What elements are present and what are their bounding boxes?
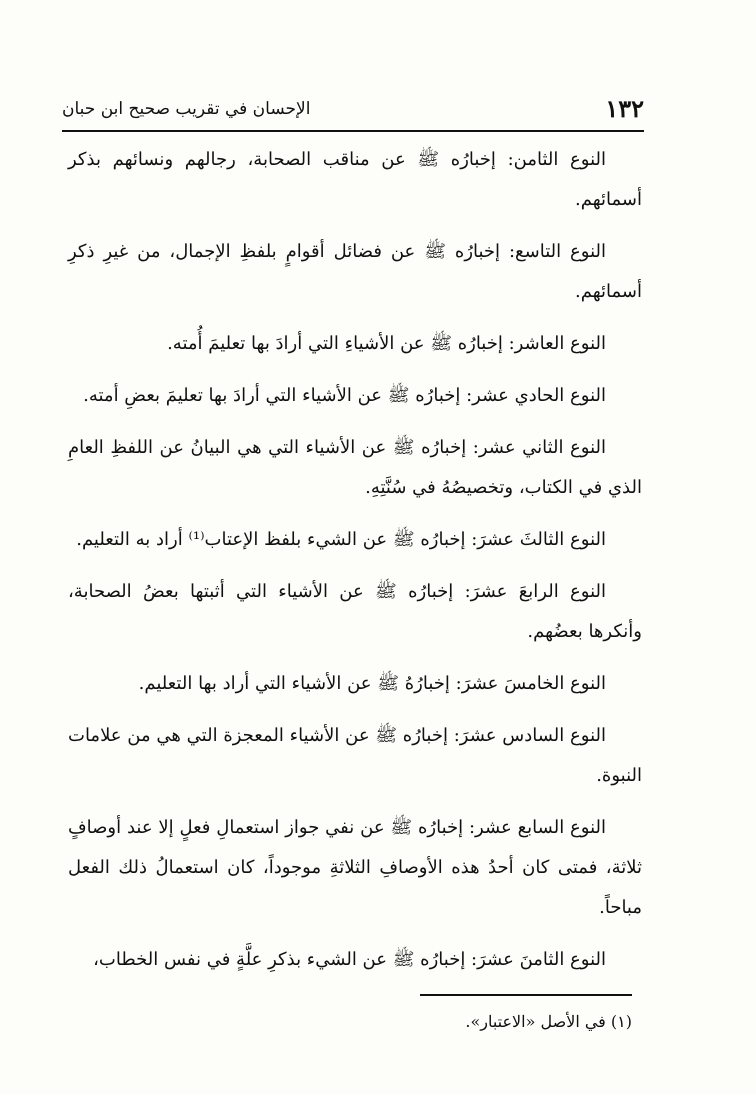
paragraph-type-17: النوع السابع عشر: إخبارُه ﷺ عن نفي جواز استعمالِ فعلٍ إلا عند أوصافٍ ثلاثة، فمتى كان أحدُ هذه الأوصافِ الثلاثةِ موجوداً، كان استعمالُ ذلك الفعل مباحاً. bbox=[68, 817, 642, 918]
paragraph-type-11: النوع الحادي عشر: إخبارُه ﷺ عن الأشياء التي أرادَ بها تعليمَ بعضِ أمته. bbox=[83, 385, 606, 406]
page-number: ١٣٢ bbox=[605, 94, 644, 123]
footnote-divider bbox=[420, 994, 632, 996]
footnote: (١) في الأصل «الاعتبار». bbox=[465, 1012, 632, 1031]
paragraph-type-15: النوع الخامسَ عشرَ: إخبارُهُ ﷺ عن الأشياء التي أراد بها التعليم. bbox=[138, 673, 606, 694]
page-body bbox=[68, 140, 642, 992]
paragraph-type-13: النوع الثالثَ عشرَ: إخبارُه ﷺ عن الشيء بلفظ الإعتاب⁽¹⁾ أراد به التعليم. bbox=[76, 529, 606, 550]
running-title: الإحسان في تقريب صحيح ابن حبان bbox=[62, 99, 311, 119]
paragraph-type-8: النوع الثامن: إخبارُه ﷺ عن مناقب الصحابة، رجالهم ونسائهم بذكر أسمائهم. bbox=[68, 149, 642, 210]
paragraph-type-9: النوع التاسع: إخبارُه ﷺ عن فضائل أقوامٍ بلفظِ الإجمال، من غيرِ ذكرِ أسمائهم. bbox=[68, 241, 642, 302]
paragraph-type-16: النوع السادس عشرَ: إخبارُه ﷺ عن الأشياء المعجزة التي هي من علامات النبوة. bbox=[68, 725, 642, 786]
paragraph-type-12: النوع الثاني عشر: إخبارُه ﷺ عن الأشياء التي هي البيانُ عن اللفظِ العامِ الذي في الكتاب، وتخصيصُهُ في سُنَّتِهِ. bbox=[68, 437, 642, 498]
page-header bbox=[62, 92, 644, 132]
paragraph-type-18: النوع الثامنَ عشرَ: إخبارُه ﷺ عن الشيء بذكرِ علَّةٍ في نفس الخطاب، bbox=[93, 949, 606, 970]
paragraph-type-10: النوع العاشر: إخبارُه ﷺ عن الأشياءِ التي أرادَ بها تعليمَ أُمته. bbox=[167, 333, 606, 354]
paragraph-type-14: النوع الرابعَ عشرَ: إخبارُه ﷺ عن الأشياء التي أثبتها بعضُ الصحابة، وأنكرها بعضُهم. bbox=[68, 581, 642, 642]
